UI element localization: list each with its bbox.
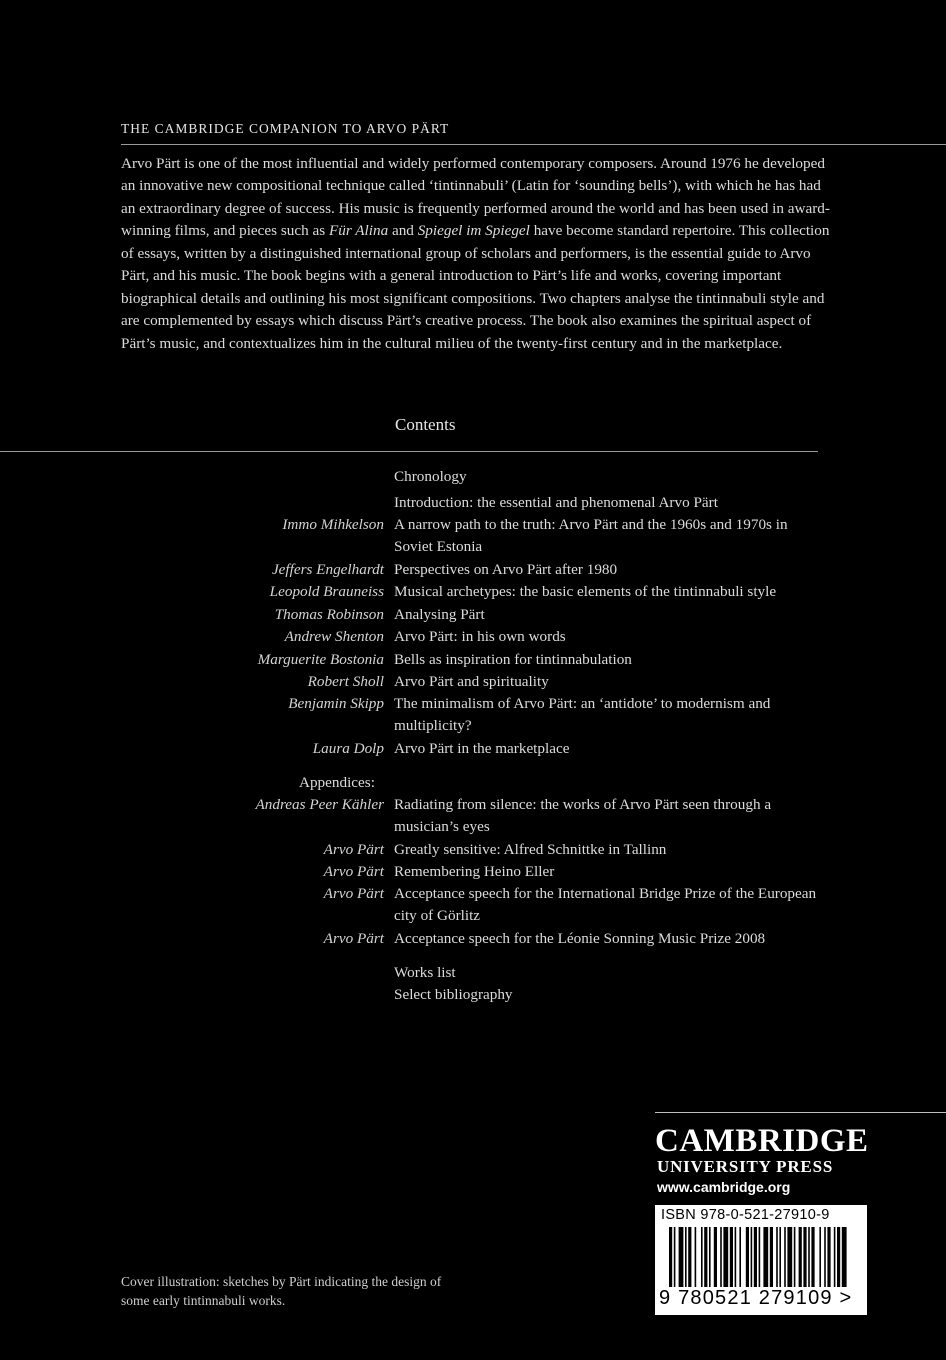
barcode-digits: 9 780521 279109 > xyxy=(659,1287,853,1309)
barcode-bar xyxy=(779,1227,781,1287)
chapter-author: Jeffers Engelhardt xyxy=(271,561,384,578)
barcode-bar xyxy=(787,1227,792,1287)
top-divider xyxy=(121,144,946,145)
isbn-barcode xyxy=(655,1205,867,1315)
cover-caption: Cover illustration: sketches by Pärt indicating the design of some early tintinnabuli works. xyxy=(121,1274,442,1308)
isbn-label: ISBN 978-0-521-27910-9 xyxy=(661,1207,830,1223)
barcode-bar xyxy=(735,1227,737,1287)
appendix-title: Greatly sensitive: Alfred Schnittke in Tallinn xyxy=(394,841,667,858)
publisher-url: www.cambridge.org xyxy=(657,1179,791,1195)
barcode-bar xyxy=(751,1227,753,1287)
barcode-bar xyxy=(720,1227,722,1287)
barcode-bar xyxy=(824,1227,826,1287)
chapter-author: Robert Sholl xyxy=(307,673,384,690)
barcode-bar xyxy=(723,1227,728,1287)
barcode-bar xyxy=(685,1227,687,1287)
barcode-bar xyxy=(770,1227,773,1287)
chapter-author: Andrew Shenton xyxy=(284,628,384,645)
chapter-author: Marguerite Bostonia xyxy=(257,651,384,668)
barcode-bar xyxy=(811,1227,814,1287)
appendix-author: Arvo Pärt xyxy=(323,930,384,947)
chapter-title: A narrow path to the truth: Arvo Pärt and the 1960s and 1970s in Soviet Estonia xyxy=(394,516,788,556)
barcode-bar xyxy=(794,1227,796,1287)
appendix-author: Arvo Pärt xyxy=(323,885,384,902)
barcode-bar xyxy=(730,1227,733,1287)
chapter-author: Leopold Brauneiss xyxy=(269,583,384,600)
barcode-bar xyxy=(754,1227,757,1287)
appendix-title: Radiating from silence: the works of Arvo Pärt seen through a musician’s eyes xyxy=(394,796,772,836)
publisher-logo xyxy=(655,1112,946,1203)
barcode-bar xyxy=(784,1227,786,1287)
barcode-bar xyxy=(714,1227,717,1287)
barcode-bar xyxy=(688,1227,691,1287)
barcode-bar xyxy=(834,1227,836,1287)
chapter-title: Arvo Pärt and spirituality xyxy=(394,673,549,690)
barcode-bar xyxy=(819,1227,821,1287)
publisher-subname: UNIVERSITY PRESS xyxy=(657,1157,834,1176)
barcode-bar xyxy=(803,1227,806,1287)
publisher-name: CAMBRIDGE xyxy=(655,1123,869,1159)
chapter-title: Arvo Pärt in the marketplace xyxy=(394,740,570,757)
barcode-bar xyxy=(799,1227,802,1287)
barcode-bar xyxy=(837,1227,840,1287)
appendix-title: Acceptance speech for the International Bridge Prize of the European city of Görlitz xyxy=(394,885,817,925)
barcode-bar xyxy=(763,1227,768,1287)
barcode-bar xyxy=(674,1227,676,1287)
chapter-title: The minimalism of Arvo Pärt: an ‘antidote’ to modernism and multiplicity? xyxy=(394,695,771,735)
barcode-bar xyxy=(827,1227,830,1287)
barcode-bar xyxy=(669,1227,672,1287)
barcode-bar xyxy=(704,1227,707,1287)
barcode-bar xyxy=(679,1227,684,1287)
appendix-author: Andreas Peer Kähler xyxy=(255,796,384,813)
chapter-author: Laura Dolp xyxy=(312,740,384,757)
appendix-title: Remembering Heino Eller xyxy=(394,863,555,880)
contents-heading: Contents xyxy=(395,415,456,434)
appendix-author: Arvo Pärt xyxy=(323,863,384,880)
series-title: THE CAMBRIDGE COMPANION TO ARVO PÄRT xyxy=(121,121,450,136)
barcode-bar xyxy=(701,1227,703,1287)
barcode-bar xyxy=(808,1227,810,1287)
book-description: Arvo Pärt is one of the most influential and widely performed contemporary composers. Around 1976 he developed an innovative new compositional technique called ‘tintinnabuli’ (Latin for ‘sounding bells’), with which he has had an extraordinary degree of success. His music is frequently performed around the world and has been used in award-winning films, and pieces such as Für Alina and Spiegel im Spiegel have become standard repertoire. This collection of essays, written by a distinguished international group of scholars and performers, is the essential guide to Arvo Pärt, and his music. The book begins with a general introduction to Pärt’s life and works, covering important biographical details and outlining his most significant compositions. Two chapters analyse the tintinnabuli style and are complemented by essays which discuss Pärt’s creative process. The book also examines the spiritual aspect of Pärt’s music, and contextualizes him in the cultural milieu of the twenty-first century and in the marketplace. xyxy=(121,155,830,352)
chapter-title: Arvo Pärt: in his own words xyxy=(394,628,566,645)
chapter-author: Thomas Robinson xyxy=(274,606,384,623)
chapter-title: Analysing Pärt xyxy=(394,606,485,623)
chapter-title: Bells as inspiration for tintinnabulation xyxy=(394,651,632,668)
barcode-bar xyxy=(776,1227,778,1287)
barcode-bar xyxy=(709,1227,711,1287)
chapter-title: Perspectives on Arvo Pärt after 1980 xyxy=(394,561,618,578)
chapter-author: Immo Mihkelson xyxy=(282,516,384,533)
barcode-bar xyxy=(842,1227,847,1287)
contents-divider xyxy=(0,451,818,452)
appendix-author: Arvo Pärt xyxy=(323,841,384,858)
chapter-author: Benjamin Skipp xyxy=(288,695,384,712)
barcode-bar xyxy=(695,1227,697,1287)
appendix-title: Acceptance speech for the Léonie Sonning Music Prize 2008 xyxy=(394,930,766,947)
barcode-bar xyxy=(739,1227,741,1287)
chapter-title: Musical archetypes: the basic elements of the tintinnabuli style xyxy=(394,583,777,600)
barcode-bar xyxy=(759,1227,761,1287)
barcode-bar xyxy=(746,1227,749,1287)
